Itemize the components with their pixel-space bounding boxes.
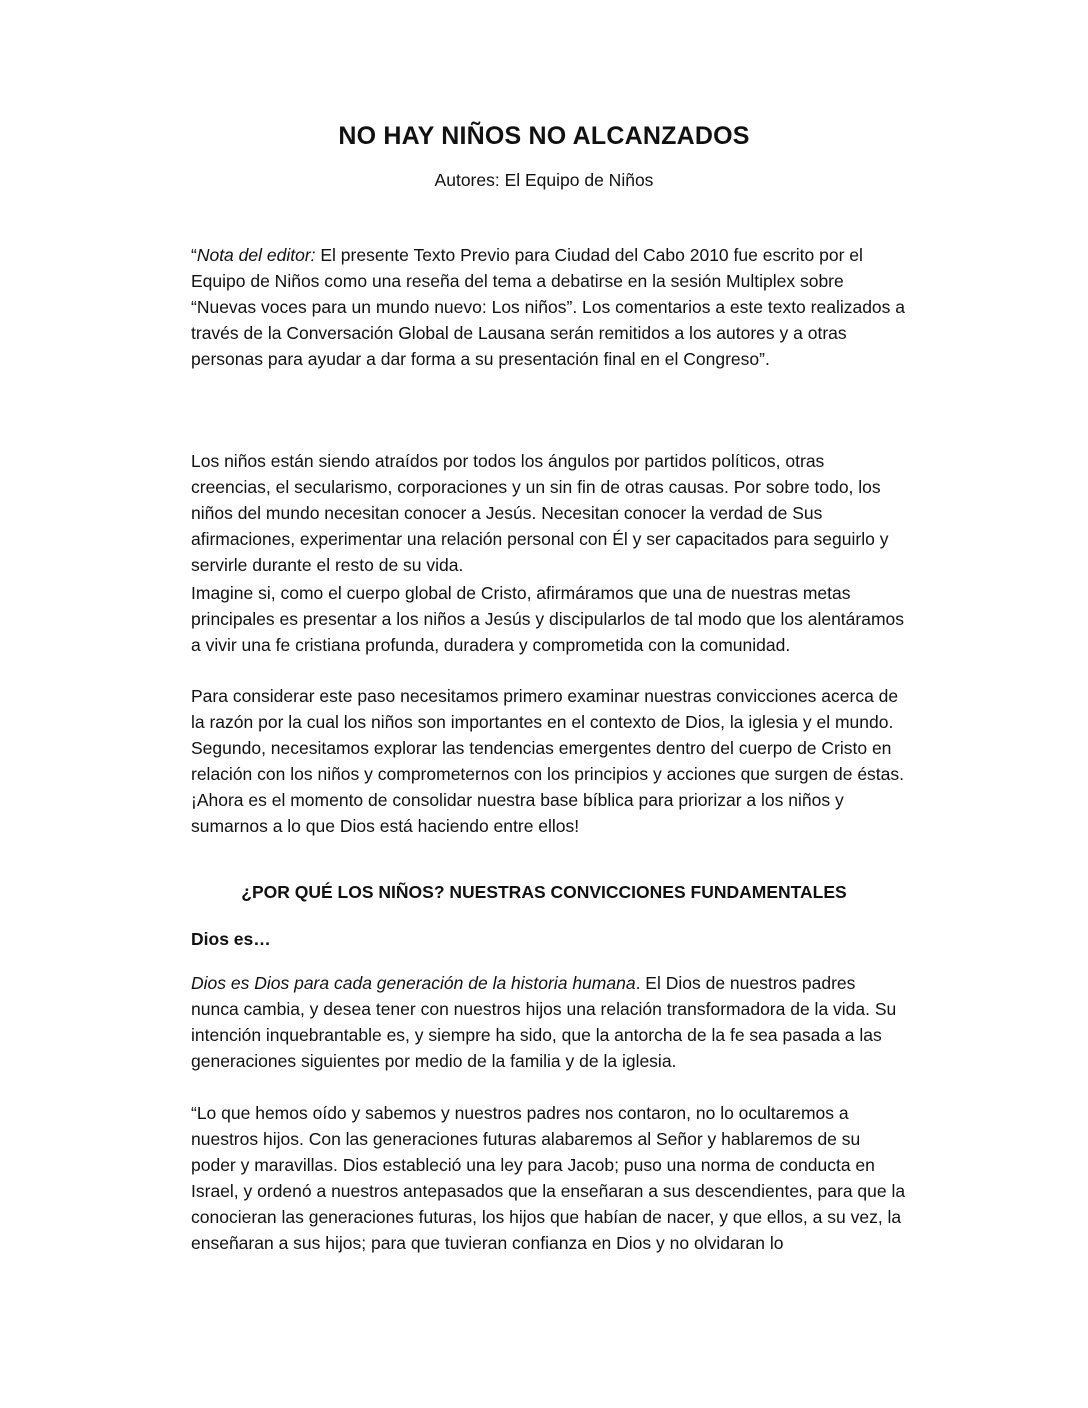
dios-paragraph-italic-lead: Dios es Dios para cada generación de la historia humana [191, 973, 636, 993]
editor-note-text: El presente Texto Previo para Ciudad del Cabo 2010 fue escrito por el Equipo de Niños como una reseña del tema a debatirse en la sesión Multiplex sobre “Nuevas voces para un mundo nuevo: Los niños”. Los comentarios a este texto realizados a través de la Conversación Global de Lausana serán remitidos a los autores y a otras personas para ayudar a dar forma a su presentación final en el Congreso”. [191, 245, 906, 369]
dios-paragraph-text: . El Dios de nuestros padres nunca cambia, y desea tener con nuestros hijos una relación transformadora de la vida. Su intención inquebrantable es, y siempre ha sido, que la antorcha de la fe sea pasada a las generaciones siguientes por medio de la familia y de la iglesia. [191, 973, 897, 1071]
dios-paragraph [191, 970, 907, 1074]
paragraph-1: Los niños están siendo atraídos por todos los ángulos por partidos políticos, otras creencias, el secularismo, corporaciones y un sin fin de otras causas. Por sobre todo, los niños del mundo necesitan conocer a Jesús. Necesitan conocer la verdad de Sus afirmaciones, experimentar una relación personal con Él y ser capacitados para seguirlo y servirle durante el resto de su vida. [191, 451, 889, 575]
document-authors: Autores: El Equipo de Niños [434, 170, 654, 190]
document-title: NO HAY NIÑOS NO ALCANZADOS [338, 122, 750, 150]
section-heading: ¿POR QUÉ LOS NIÑOS? NUESTRAS CONVICCIONES FUNDAMENTALES [241, 882, 847, 902]
paragraph-3: Para considerar este paso necesitamos primero examinar nuestras convicciones acerca de la razón por la cual los niños son importantes en el contexto de Dios, la iglesia y el mundo. Segundo, necesitamos explorar las tendencias emergentes dentro del cuerpo de Cristo en relación con los niños y comprometernos con los principios y acciones que surgen de éstas. ¡Ahora es el momento de consolidar nuestra base bíblica para priorizar a los niños y sumarnos a lo que Dios está haciendo entre ellos! [191, 686, 905, 836]
subheading-dios-es: Dios es… [191, 929, 271, 949]
paragraph-2: Imagine si, como el cuerpo global de Cristo, afirmáramos que una de nuestras metas principales es presentar a los niños a Jesús y discipularlos de tal modo que los alentáramos a vivir una fe cristiana profunda, duradera y comprometida con la comunidad. [191, 583, 905, 655]
editor-note-open-quote: “ [191, 245, 197, 265]
editor-note-label: Nota del editor: [196, 245, 316, 265]
quote-paragraph: “Lo que hemos oído y sabemos y nuestros padres nos contaron, no lo ocultaremos a nuestros hijos. Con las generaciones futuras alabaremos al Señor y hablaremos de su poder y maravillas. Dios estableció una ley para Jacob; puso una norma de conducta en Israel, y ordenó a nuestros antepasados que la enseñaran a sus descendientes, para que la conocieran las generaciones futuras, los hijos que habían de nacer, y que ellos, a su vez, la enseñaran a sus hijos; para que tuvieran confianza en Dios y no olvidaran lo [191, 1103, 906, 1253]
editor-note [191, 242, 907, 372]
